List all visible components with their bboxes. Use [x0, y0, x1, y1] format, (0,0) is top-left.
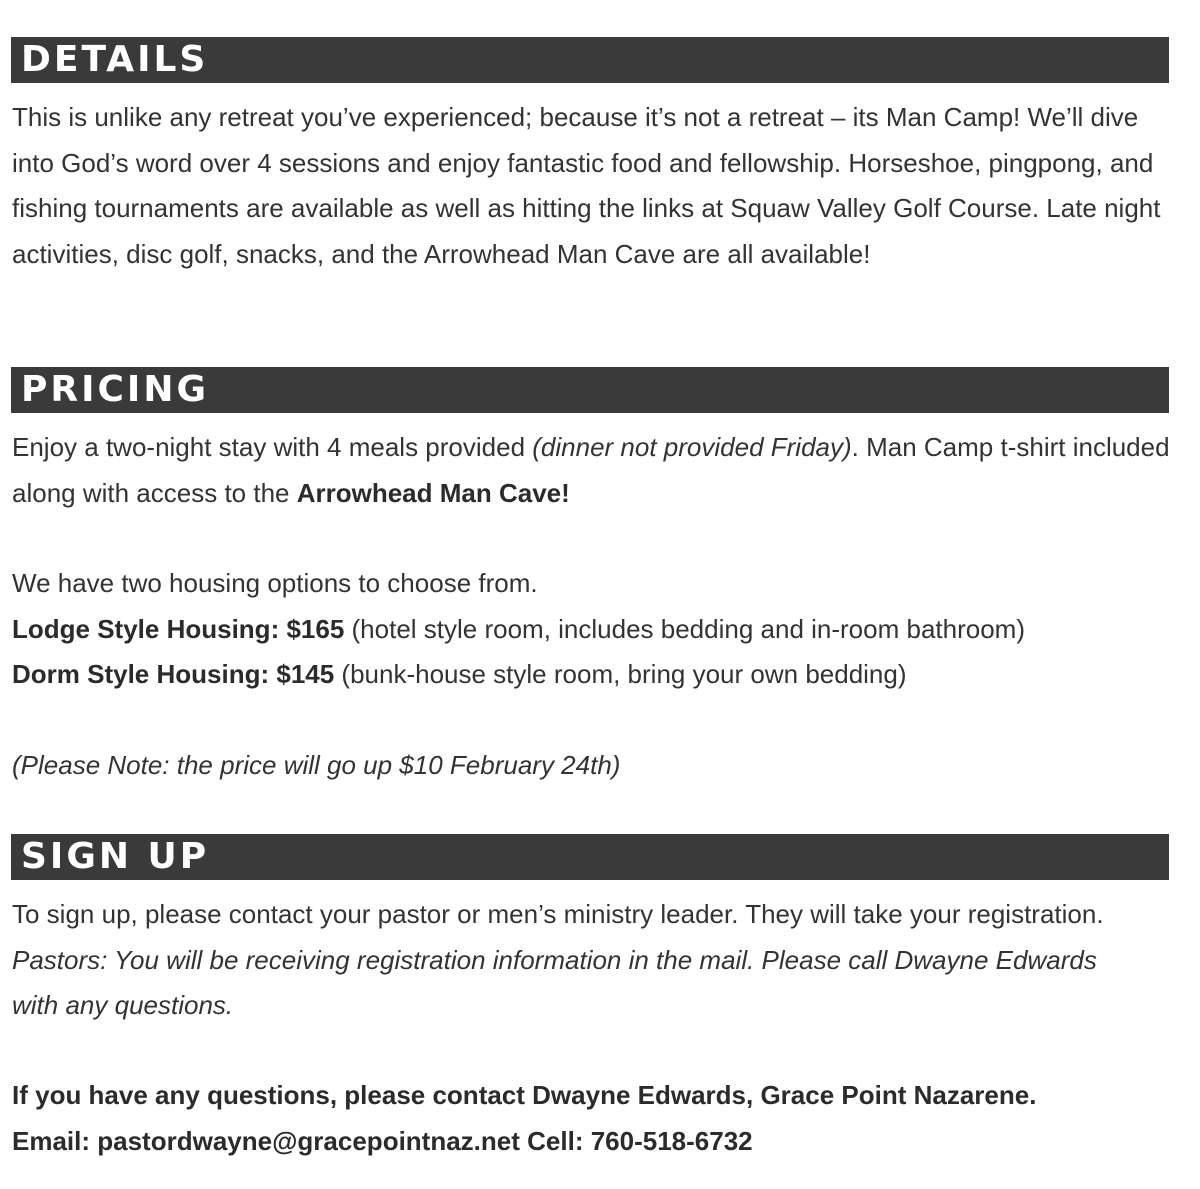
- pricing-intro: [12, 425, 1172, 516]
- price-note-text: (Please Note: the price will go up $10 February 24th): [12, 750, 621, 780]
- details-body: This is unlike any retreat you’ve experienced; because it’s not a retreat – its Man Camp! We’ll dive into God’s word over 4 sessions and enjoy fantastic food and fellowship. Horseshoe, pingpong, and fishing tournaments are available as well as hitting the links at Squaw Valley Golf Course. Late night activities, disc golf, snacks, and the Arrowhead Man Cave are all available!: [12, 102, 1161, 269]
- cell-number[interactable]: 760-518-6732: [590, 1126, 753, 1156]
- signup-body-text: To sign up, please contact your pastor or men’s ministry leader. They will take your registration.: [12, 899, 1104, 929]
- dorm-housing-desc: (bunk-house style room, bring your own bedding): [334, 659, 907, 689]
- signup-heading: SIGN UP: [11, 834, 1169, 880]
- housing-intro: We have two housing options to choose from.: [12, 568, 538, 598]
- pricing-heading: PRICING: [11, 367, 1169, 413]
- contact-line-text: If you have any questions, please contact Dwayne Edwards, Grace Point Nazarene.: [12, 1080, 1037, 1110]
- lodge-housing-desc: (hotel style room, includes bedding and in-room bathroom): [344, 614, 1025, 644]
- lodge-housing-option: [12, 607, 1182, 653]
- pricing-intro-text-2: . Man Camp t-shirt included along with access to the: [12, 432, 1170, 508]
- pricing-intro-note: (dinner not provided Friday): [532, 432, 852, 462]
- price-note: [12, 743, 1182, 789]
- email-label: Email:: [12, 1126, 98, 1156]
- pricing-intro-highlight: Arrowhead Man Cave!: [296, 477, 570, 508]
- cell-label: Cell:: [527, 1126, 591, 1156]
- dorm-housing-label: Dorm Style Housing: $145: [12, 659, 335, 689]
- pricing-intro-text: Enjoy a two-night stay with 4 meals provided: [12, 432, 533, 462]
- email-link[interactable]: pastordwayne@gracepointnaz.net: [97, 1126, 520, 1156]
- lodge-housing-label: Lodge Style Housing: $165: [12, 614, 345, 644]
- signup-pastor-note: Pastors: You will be receiving registration information in the mail. Please call Dwayne Edwards with any questions.: [12, 944, 1097, 1020]
- contact-details: [12, 1119, 1182, 1165]
- dorm-housing-option: [12, 652, 1182, 698]
- contact-line: [12, 1073, 1182, 1119]
- signup-body: [12, 892, 1132, 1029]
- details-heading: DETAILS: [11, 37, 1169, 83]
